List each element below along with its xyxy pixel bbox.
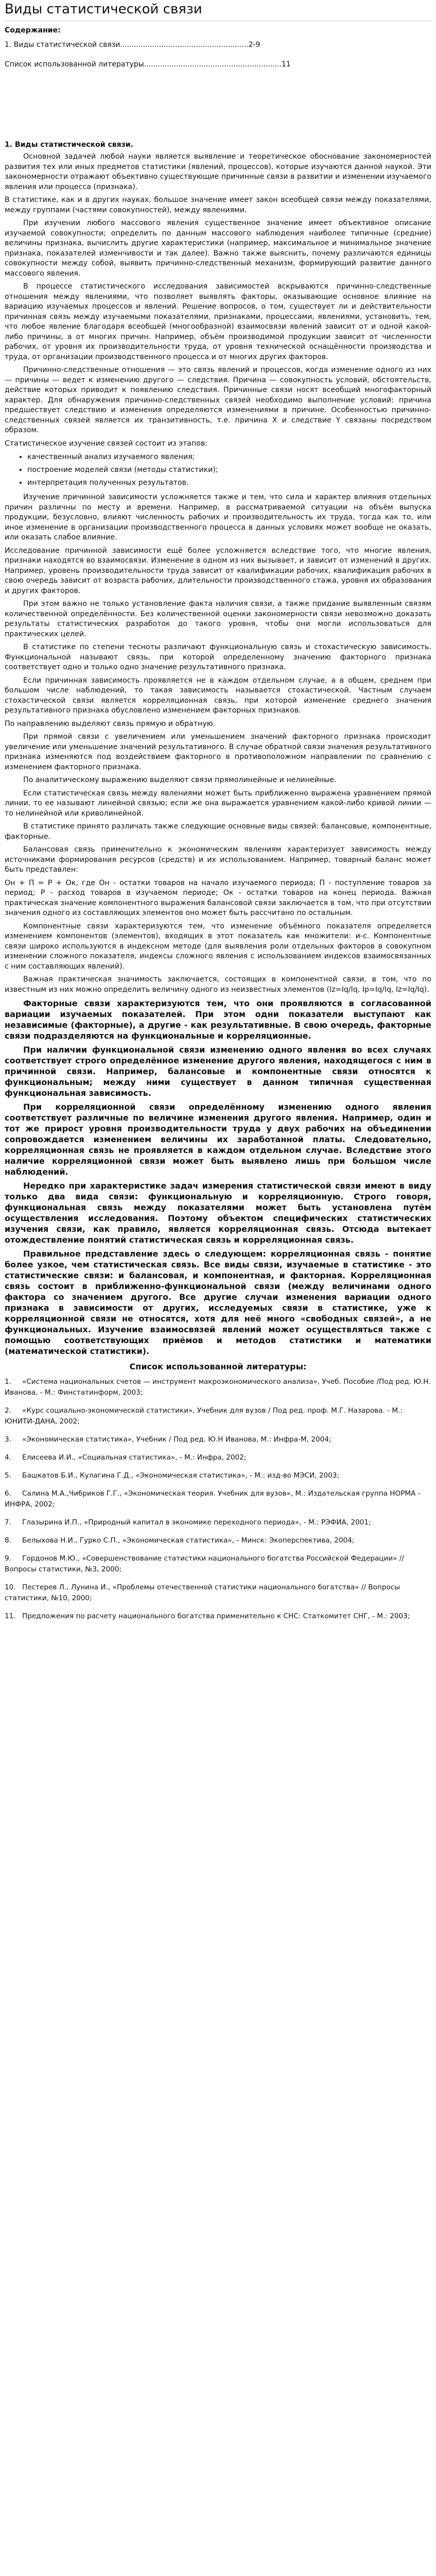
paragraph: В процессе статистического исследования зависимостей вскрываются причинно-следственные отношения между явлениями, что позволяет выявлять факторы, оказывающие основное влияние на вариацию изучаемых процессов и явлений. Решение вопросов, о том, существует ли и действительности причинная связь между изучаемыми показателями, признаками, процессами, явлениями, установить, тем, что любое явление благодаря всеобщей (многообразной) взаимосвязи явлений зависит от и одной какой-либо причины, а от многих причин. Например, объём производимой продукции зависит от численности рабочих, от уровня их производительности труда, от уровня технической оснащённости производства и труда, от организации производственного процесса и от многих других факторов. [5,282,431,361]
reference-item [5,1452,431,1463]
paragraph: Если статистическая связь между явлениями может быть приближенно выражена уравнением прямой линии, то ее называют линейной связью; если же она выражается уравнением какой-либо кривой линии — то нелинейной или криволинейной. [5,789,431,818]
reference-number: 2. [5,1406,11,1415]
toc-item: 1. Виды статистической связи........................................................2-9 [5,41,260,49]
reference-number: 3. [5,1435,11,1444]
paragraph: При наличии функциональной связи изменению одного явления во всех случаях соответствует строго определённое изменение другого явления, находящегося с ним в причинной связи. Например, балансовые и компонентные связи относятся к функциональным; между ними существует в данном типичная существенная функциональная зависимость. [5,1045,431,1098]
paragraph: Компонентные связи характеризуются тем, что изменение объёмного показателя определяется изменением компонентов (элементов), входящих в этот показатель как множители: и-с. Компонентные связи широко используются в индексном методе (для выявления роли отдельных факторов в совокупном изменении сложного показателя, индексы сложного явления с использованием индексов взаимосвязанных с ним составляющих явлений). [5,922,431,971]
page-title: Виды статистической связи [5,2,202,17]
paragraph: Изучение причинной зависимости усложняется также и тем, что сила и характер влияния отдельных причин различны по месту и времени. Например, в рассматриваемой ситуации на объём выпуска продукции, безусловно, влияют численность рабочих и производительность их труда, тогда как то, или иное изменение в организации производственного процесса в данных условиях может вообще не оказать, или оказать слабое влияние. [5,493,431,541]
reference-number: 11. [5,1612,16,1620]
reference-text: Башкатов Б.И., Кулагина Г.Д., «Экономическая статистика», - М.: изд-во МЭСИ, 2003; [22,1471,340,1480]
paragraph: При этом важно не только установление факта наличия связи, а также придание выявленным связям количественной определённости. Без количественной оценки закономерности связи невозможно доказать результаты статистических разработок до такого уровня, чтобы они могли использоваться для практических целей. [5,600,431,638]
paragraph: Основной задачей любой науки является выявление и теоретическое обоснование закономерностей развития тех или иных предметов статистики (явлений, процессов), которые изучаются данной наукой. Эти закономерности отражают объективно существующие причинные связи в развитии и изменении изучаемого явления или процесса (признака). [5,152,431,191]
paragraph: Исследование причинной зависимости ещё более усложняется вследствие того, что многие явления, признаки находятся во взаимосвязи. Изменение в одном из них вызывает, и зависит от изменений в других. Например, уровень производительности труда зависит от квалификации рабочих, квалификация рабочих в свою очередь зависит от возраста рабочих, длительности производственного стажа, уровня их образования и других факторов. [5,546,431,595]
reference-number: 6. [5,1489,11,1498]
references-list [5,1377,431,1622]
paragraph: Причинно-следственные отношения — это связь явлений и процессов, когда изменение одного из них — причины — ведет к изменению другого — следствия. Причина — совокупность условий, обстоятельств, действие которых приводит к появлению следствия. Причинные связи носят всеобщий многофакторный характер. Для обнаружения причинно-следственных связей необходимо выполнение условий: причина предшествует следствию и изменения определяются изменениями в причине. Особенностью причинно-следственных связей является их транзитивность, т.е. причина X и следствие Y связаны посредством образом. [5,366,431,434]
stages-list [5,452,431,488]
spacer [5,79,431,141]
reference-number: 5. [5,1471,11,1480]
reference-number: 9. [5,1554,11,1563]
paragraph: Правильное представление здесь о следующем: корреляционная связь - понятие более узкое, чем статистическая связь. Все виды связи, изучаемые в статистике - это статистические связи: и балансовая, и компонентная, и факторная. Корреляционная связь состоит в приближенно-функциональной связи (между величинами одного фактора со значением другого. Все другие случаи изменения вариации одного признака в зависимости от других, исследуемых связи в статистике, уже к корреляционной связи не относятся, хотя для неё много «свободных связей», а не функциональных. Изучение взаимосвязей явлений может осуществляться также с помощью соответствующих приёмов и методов статистики и математики (математической статистики). [5,1249,431,1356]
paragraph: Балансовая связь применительно к экономическим явлениям характеризует зависимость между источниками формирования ресурсов (средств) и их использованием. Например, товарный баланс может быть представлен: [5,845,431,874]
list-item: • построение моделей связи (методы статистики); [27,465,431,476]
paragraph: При изучении любого массового явления существенное значение имеет объективное описание изучаемой совокупности; определить по данным массового наблюдения наиболее типичные (средние) величины признака, вычислить другие характеристики (например, максимальное и минимальное значение признака, показателей изменчивости и так далее). Важно также выяснить, почему различаются единицы совокупности между собой, выявить причинно-следственный механизм, формирующий развитие данного массового явления. [5,219,431,278]
paragraph: По аналитическому выражению выделяют связи прямолинейные и нелинейные. [23,776,337,784]
document-page [0,1,436,2576]
reference-text: «Курс социально-экономической статистики», Учебник для вузов / Под ред. проф. М.Г. Назарова. - М.: ЮНИТИ-ДАНА, 2002; [5,1406,403,1426]
references-heading: Список использованной литературы: [129,1362,307,1371]
paragraph: Он + П = Р + Ок, где Он - остатки товаров на начало изучаемого периода; П - поступление товаров за период; Р - расход товаров в изучаемом периоде; Ок - остатки товаров на конец периода. Важная практическая значение компонентного выражения балансовой связи заключается в том, что при отсутствии значения одного из составляющих элементов оно может быть рассчитано по остальным. [5,878,431,917]
reference-item [5,1405,431,1427]
reference-text: Елисеева И.И., «Социальная статистика», - М.: Инфра, 2002; [22,1453,247,1462]
paragraph: Нередко при характеристике задач измерения статистической связи имеют в виду только два вида связи: функциональную и корреляционную. Строго говоря, функциональная связь между показателями может быть установлена путём осуществления исследования. Поэтому объектом специфических статистических изучения связи, как правило, является корреляционная связь. Отсюда вытекает отождествление понятий статистическая связь и корреляционная связь. [5,1181,431,1245]
reference-number: 1. [5,1378,11,1386]
reference-item [5,1517,431,1528]
reference-text: Салина М.А.,Чибриков Г.Г., «Экономическая теория. Учебник для вузов», М.: Издательская группа НОРМА - ИНФРА, 2002; [5,1489,421,1509]
reference-number: 4. [5,1453,11,1462]
paragraph: Важная практическая значимость заключается, состоящих в компонентной связи, в том, что по известным из них можно определить величину одного из неизвестных элементов (Iz=Iq/Iq, Ip=Iq/Iq, Iz=Iq/Iq). [5,975,431,994]
paragraph: В статистике по степени тесноты различают функциональную связь и стохастическую зависимость. Функциональной называют связь, при которой определенному значению факторного признака соответствует одно и только одно значение результативного признака. [5,643,431,671]
paragraph: Факторные связи характеризуются тем, что они проявляются в согласованной вариации изучаемых показателей. При этом одни показатели выступают как независимые (факторные), а другие - как результативные. В свою очередь, факторные связи подразделяются на функциональные и корреляционные. [5,998,431,1041]
reference-text: «Экономическая статистика», Учебник / Под ред. Ю.Н Иванова, М.: Инфра-М, 2004; [22,1435,332,1444]
reference-text: Гордонов М.Ю., «Совершенствование статистики национального богатства Российской Федерации» // Вопросы статистики, №3, 2000; [5,1554,405,1573]
list-item: • интерпретация полученных результатов. [27,478,431,488]
paragraph: В статистике принято различать также следующие основные виды связей: балансовые, компонентные, факторные. [5,822,431,841]
reference-item [5,1488,431,1510]
table-of-contents [5,26,431,70]
reference-number: 7. [5,1518,11,1527]
paragraph: В статистике, как и в других науках, большое значение имеет закон всеобщей связи между показателями, между группами (частями совокупностей), между явлениями. [5,196,431,214]
toc-item: Список использованной литературы............................................................11 [5,60,291,69]
paragraph: Статистическое изучение связей состоит из этапов: [5,439,208,448]
reference-item [5,1470,431,1481]
paragraph: Если причинная зависимость проявляется не в каждом отдельном случае, а в общем, среднем при большом числе наблюдений, то такая зависимость называется стохастической. Частным случаем стохастической связи является корреляционная связь, при которой изменение среднего значения результативного признака обусловлено изменением факторных признаков. [5,676,431,715]
paragraph: При прямой связи с увеличением или уменьшением значений факторного признака происходит увеличение или уменьшение значений результативного. В случае обратной связи значения результативного признака изменяются под воздействием факторного в противоположном направлении по сравнению с изменением факторного признака. [5,733,431,771]
bold-text-block [5,998,431,1357]
reference-number: 10. [5,1583,16,1591]
reference-item [5,1434,431,1445]
reference-item [5,1611,431,1622]
reference-number: 8. [5,1536,11,1545]
paragraph: При корреляционной связи определённому изменению одного явления соответствует различные по величине изменения другого явления. Например, один и тот же прирост уровня производительности труда у двух рабочих на объединении сопровождается изменением величины их заработанной платы. Следовательно, корреляционная связь не проявляется в каждом отдельном случае. Вследствие этого наличие корреляционной связи может быть выявлено лишь при большом числе наблюдений. [5,1102,431,1177]
reference-text: Глазырина И.П., «Природный капитал в экономике переходного периода», - М.: РЭФИА, 2001; [22,1518,371,1527]
reference-item [5,1582,431,1604]
reference-text: Пестерев Л., Лунина И., «Проблемы отечественной статистики национального богатства» // Вопросы статистики, №10, 2000; [5,1583,400,1602]
reference-text: Предложения по расчету национального богатства применительно к СНС: Статкомитет СНГ, - М.: 2003; [22,1612,410,1620]
reference-item [5,1377,431,1398]
list-item: • качественный анализ изучаемого явления; [27,452,431,463]
reference-text: «Система национальных счетов — инструмент макроэкономического анализа», Учеб. Пособие /Под ред. Ю.Н. Иванова, - М.: Финстатинформ, 2003; [5,1378,431,1397]
reference-item [5,1553,431,1575]
paragraph: По направлению выделяют связь прямую и обратную. [5,719,216,728]
toc-heading: Содержание: [5,26,61,35]
section-heading: 1. Виды статистической связи. [5,141,133,149]
reference-text: Белыхова Н.И., Гурко С.П., «Экономическая статистика», - Минск: Экоперспектива, 2004; [22,1536,355,1545]
reference-item [5,1535,431,1546]
